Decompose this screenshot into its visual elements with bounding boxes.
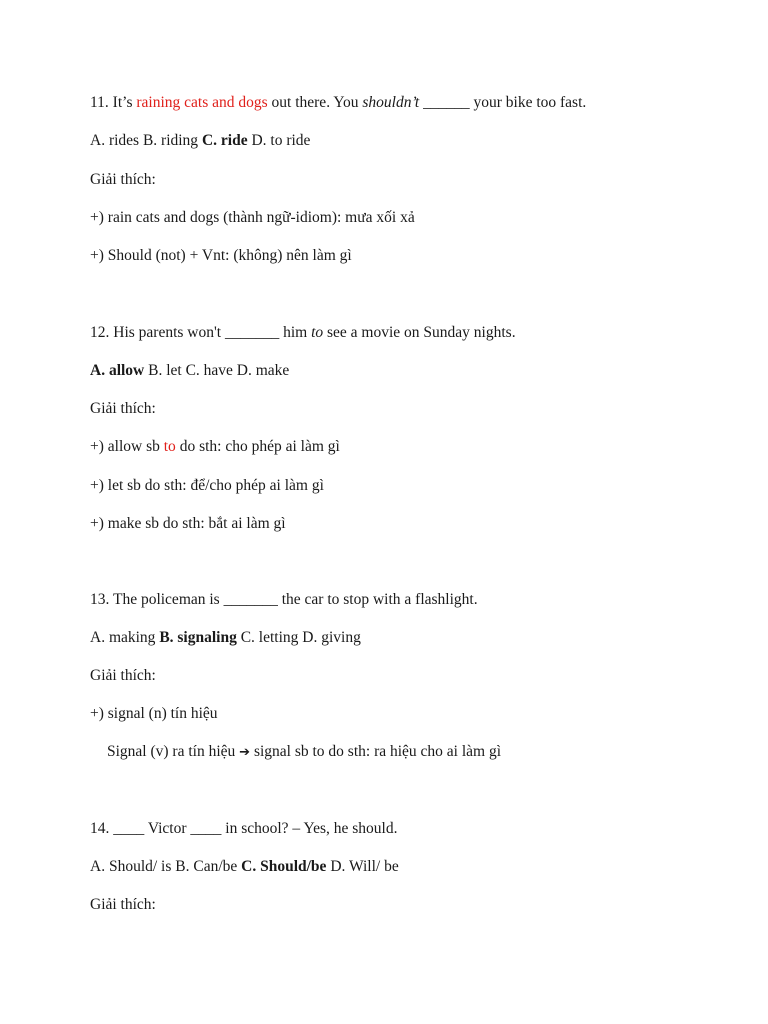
q14-options: A. Should/ is B. Can/be C. Should/be D. Will/ be [90, 858, 399, 875]
q14-question: 14. ____ Victor ____ in school? – Yes, he should. [90, 820, 398, 837]
right-arrow-icon: ➔ [239, 745, 251, 760]
q12-options: A. allow B. let C. have D. make [90, 362, 290, 379]
q13-question: 13. The policeman is _______ the car to stop with a flashlight. [90, 591, 478, 608]
q11-explanation-label: Giải thích: [90, 171, 156, 188]
q12-explanation-label: Giải thích: [90, 400, 156, 417]
q11-question: 11. It’s raining cats and dogs out there. You shouldn’t ______ your bike too fast. [90, 94, 587, 111]
q13-answer: B. signaling [159, 629, 237, 646]
q14-answer: C. Should/be [241, 858, 327, 875]
q14-explanation-label: Giải thích: [90, 896, 156, 913]
q11-idiom: raining cats and dogs [136, 94, 268, 111]
q13-note-1: +) signal (n) tín hiệu [90, 705, 218, 722]
q12-note-1: +) allow sb to do sth: cho phép ai làm gì [90, 438, 340, 455]
q11-note-2: +) Should (not) + Vnt: (không) nên làm gì [90, 247, 352, 264]
q11-answer: C. ride [201, 132, 248, 149]
q12-note-3: +) make sb do sth: bắt ai làm gì [90, 515, 286, 532]
q13-options: A. making B. signaling C. letting D. giving [90, 629, 361, 646]
q11-modal: shouldn’t [362, 94, 420, 111]
q12-question: 12. His parents won't _______ him to see a movie on Sunday nights. [90, 324, 516, 341]
q11-options: A. rides B. riding C. ride D. to ride [90, 132, 311, 149]
q13-explanation-label: Giải thích: [90, 667, 156, 684]
q12-note-2: +) let sb do sth: để/cho phép ai làm gì [90, 477, 324, 494]
q13-note-2: Signal (v) ra tín hiệu ➔ signal sb to do sth: ra hiệu cho ai làm gì [107, 743, 502, 760]
q12-answer: A. allow [90, 362, 145, 379]
q11-note-1: +) rain cats and dogs (thành ngữ-idiom): mưa xối xả [90, 209, 415, 226]
